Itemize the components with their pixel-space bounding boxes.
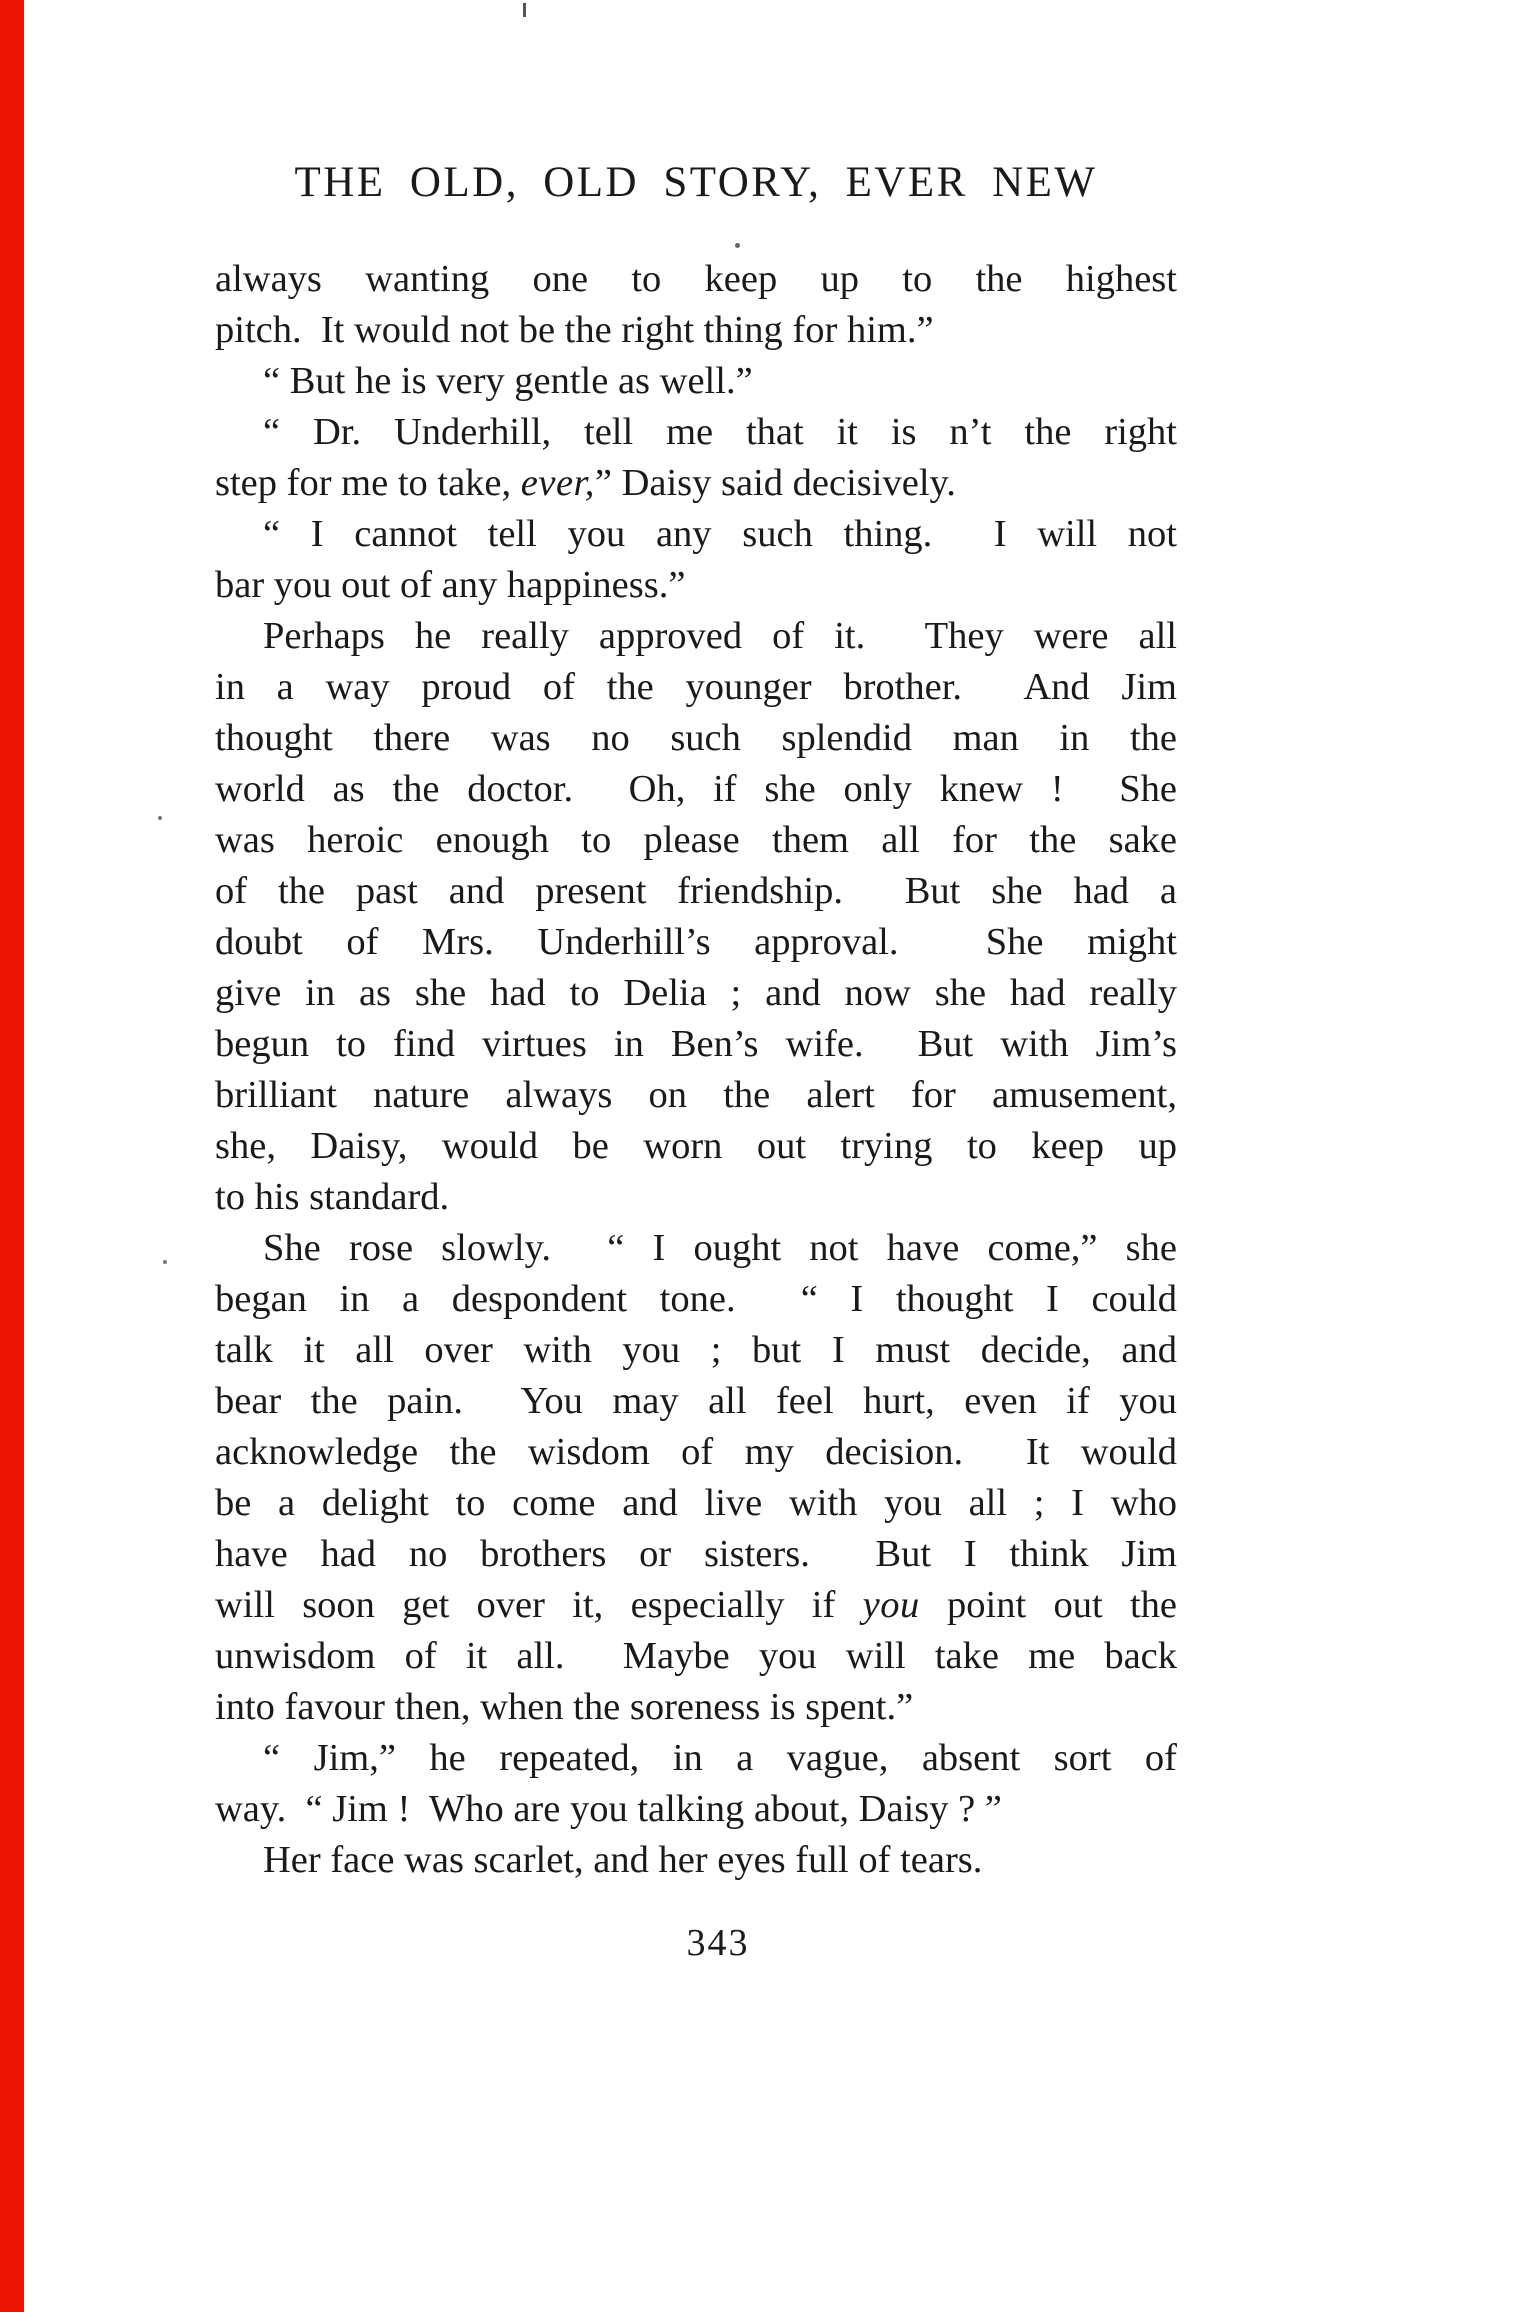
text-line: always wanting one to keep up to the highest: [215, 258, 1177, 300]
text-line: brilliant nature always on the alert for amusement,: [215, 1074, 1177, 1116]
text-line: will soon get over it, especially if you point out the: [215, 1584, 1178, 1626]
text-line: She rose slowly. “ I ought not have come,” she: [263, 1227, 1177, 1269]
scan-speck: [158, 816, 162, 820]
text-line: in a way proud of the younger brother. And Jim: [215, 666, 1177, 708]
text-line: have had no brothers or sisters. But I think Jim: [215, 1533, 1177, 1575]
text-line: begun to find virtues in Ben’s wife. But with Jim’s: [215, 1023, 1177, 1065]
text-line: pitch. It would not be the right thing for him.”: [215, 309, 934, 351]
scan-speck: [735, 243, 740, 248]
text-line: began in a despondent tone. “ I thought I could: [215, 1278, 1177, 1320]
text-line: be a delight to come and live with you all ; I who: [215, 1482, 1177, 1524]
text-line: unwisdom of it all. Maybe you will take me back: [215, 1635, 1177, 1677]
text-line: she, Daisy, would be worn out trying to keep up: [215, 1125, 1177, 1167]
page-text: [215, 254, 1177, 1886]
page-content: [215, 160, 1177, 1964]
text-line: Perhaps he really approved of it. They were all: [263, 615, 1177, 657]
text-line: “ Jim,” he repeated, in a vague, absent sort of: [263, 1737, 1177, 1779]
text-line: into favour then, when the soreness is spent.”: [215, 1686, 914, 1728]
text-line: Her face was scarlet, and her eyes full of tears.: [263, 1839, 983, 1881]
page-number: 343: [686, 1922, 750, 1964]
scan-speck: [163, 1260, 167, 1264]
text-line: world as the doctor. Oh, if she only knew ! She: [215, 768, 1177, 810]
text-line: “ Dr. Underhill, tell me that it is n’t the right: [263, 411, 1177, 453]
text-line: of the past and present friendship. But she had a: [215, 870, 1177, 912]
text-line: acknowledge the wisdom of my decision. It would: [215, 1431, 1177, 1473]
book-edge-stripe: [0, 0, 24, 2312]
text-line: to his standard.: [215, 1176, 450, 1218]
text-line: step for me to take, ever,” Daisy said decisively.: [215, 462, 956, 504]
text-line: bar you out of any happiness.”: [215, 564, 686, 606]
text-line: bear the pain. You may all feel hurt, even if you: [215, 1380, 1177, 1422]
text-line: give in as she had to Delia ; and now she had really: [215, 972, 1177, 1014]
text-line: talk it all over with you ; but I must decide, and: [215, 1329, 1177, 1371]
scan-speck: [523, 3, 526, 17]
text-line: “ I cannot tell you any such thing. I will not: [263, 513, 1177, 555]
text-line: “ But he is very gentle as well.”: [263, 360, 753, 402]
running-header: THE OLD, OLD STORY, EVER NEW: [294, 159, 1098, 206]
text-line: was heroic enough to please them all for the sake: [215, 819, 1177, 861]
text-line: way. “ Jim ! Who are you talking about, Daisy ? ”: [215, 1788, 1002, 1830]
text-line: doubt of Mrs. Underhill’s approval. She might: [215, 921, 1177, 963]
text-line: thought there was no such splendid man in the: [215, 717, 1177, 759]
